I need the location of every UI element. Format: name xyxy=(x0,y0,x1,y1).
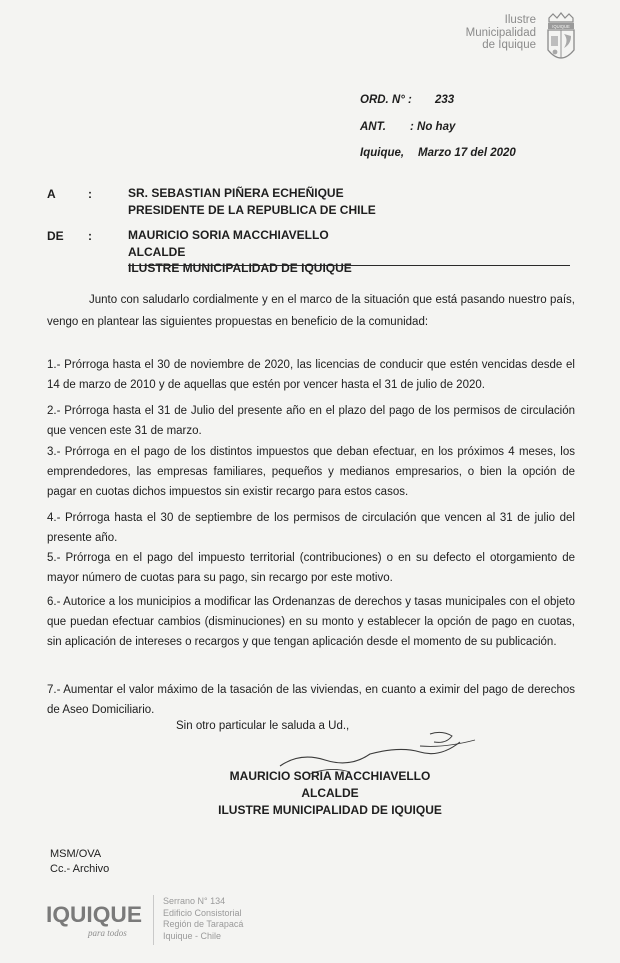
municipality-line-1: Ilustre xyxy=(504,14,536,26)
sender-label: DE xyxy=(47,229,64,243)
header-divider xyxy=(128,265,570,266)
proposal-item-6: 6.- Autorice a los municipios a modificar las Ordenanzas de derechos y tasas municipales con el objeto que puedan efectuar cambios (disminuciones) en su monto y establecer la opción de pago en cuotas, sin aplicación de intereses o recargos y que tengan aplicación desde el momento de su publicación. xyxy=(47,596,575,648)
author-initials: MSM/OVA xyxy=(50,848,102,860)
footer-logo-text: IQUIQUE xyxy=(46,902,142,927)
ant-label: ANT. xyxy=(360,121,386,133)
ord-label: ORD. N° : xyxy=(360,94,412,106)
iquique-logo xyxy=(44,895,146,943)
proposal-item-2: 2.- Prórroga hasta el 31 de Julio del presente año en el plazo del pago de los permisos de circulación que vencen este 31 de marzo. xyxy=(47,405,575,437)
proposal-item-3: 3.- Prórroga en el pago de los distintos impuestos que deban efectuar, en los próximos 4 meses, los emprendedores, las empresas familiares, pequeños y medianos empresarios, o bien la opción de pagar en cuotas dichos impuestos sin existir recargo para estos casos. xyxy=(47,446,575,498)
recipient-label: A xyxy=(47,187,56,201)
footer-divider xyxy=(153,895,154,945)
recipient-block xyxy=(128,185,376,218)
recipient-title: PRESIDENTE DE LA REPUBLICA DE CHILE xyxy=(128,202,376,217)
footer-logo-tagline: para todos xyxy=(88,928,127,938)
municipal-address xyxy=(163,896,243,942)
address-line-1: Serrano N° 134 xyxy=(163,896,226,906)
copy-recipient: Cc.- Archivo xyxy=(50,863,110,875)
municipality-name xyxy=(466,14,536,52)
crest-banner-text: IQUIQUE xyxy=(552,23,570,29)
closing-line: Sin otro particular le saluda a Ud., xyxy=(176,720,350,732)
sender-block xyxy=(128,227,352,277)
reference-initials xyxy=(50,847,109,877)
signature-block xyxy=(205,768,455,819)
date-row xyxy=(360,147,516,159)
address-line-4: Iquique - Chile xyxy=(163,930,222,941)
letter-date: Marzo 17 del 2020 xyxy=(418,147,516,159)
proposal-item-7: 7.- Aumentar el valor máximo de la tasación de las viviendas, en cuanto a eximir del pago de derechos de Aseo Domiciliario. xyxy=(47,684,575,716)
proposal-item-5: 5.- Prórroga en el pago del impuesto territorial (contribuciones) o en su defecto el otorgamiento de mayor número de cuotas para su pago, sin recargo por este motivo. xyxy=(47,552,575,584)
signature-name: MAURICIO SORIA MACCHIAVELLO xyxy=(229,769,431,783)
proposal-item-1: 1.- Prórroga hasta el 30 de noviembre de 2020, las licencias de conducir que estén vencidas desde el 14 de marzo de 2010 y de aquellas que estén por vencer hasta el 31 de julio de 2020. xyxy=(47,359,575,391)
intro-paragraph: Junto con saludarlo cordialmente y en el marco de la situación que está pasando nuestro país, vengo en plantear las siguientes propuestas en beneficio de la comunidad: xyxy=(47,294,575,328)
signature-institution: ILUSTRE MUNICIPALIDAD DE IQUIQUE xyxy=(218,803,442,817)
recipient-colon: : xyxy=(88,187,92,201)
coat-of-arms-icon xyxy=(545,12,577,66)
sender-title: ALCALDE xyxy=(128,244,186,259)
ant-value: : No hay xyxy=(410,121,456,133)
address-line-3: Región de Tarapacá xyxy=(163,919,244,929)
ant-row xyxy=(360,121,456,133)
sender-institution: ILUSTRE MUNICIPALIDAD DE IQUIQUE xyxy=(128,261,352,275)
ord-number: 233 xyxy=(435,94,455,106)
signature-title: ALCALDE xyxy=(301,786,359,800)
municipality-line-2: Municipalidad xyxy=(465,26,536,39)
proposal-item-4: 4.- Prórroga hasta el 30 de septiembre de los permisos de circulación que vencen al 31 de julio del presente año. xyxy=(47,512,575,544)
date-place: Iquique, xyxy=(360,147,405,159)
ord-row xyxy=(360,94,455,106)
municipality-line-3: de Iquique xyxy=(482,39,536,51)
recipient-name: SR. SEBASTIAN PIÑERA ECHEÑIQUE xyxy=(128,186,344,200)
address-line-2: Edificio Consistorial xyxy=(163,907,242,918)
sender-name: MAURICIO SORIA MACCHIAVELLO xyxy=(128,228,329,242)
sender-colon: : xyxy=(88,229,92,243)
